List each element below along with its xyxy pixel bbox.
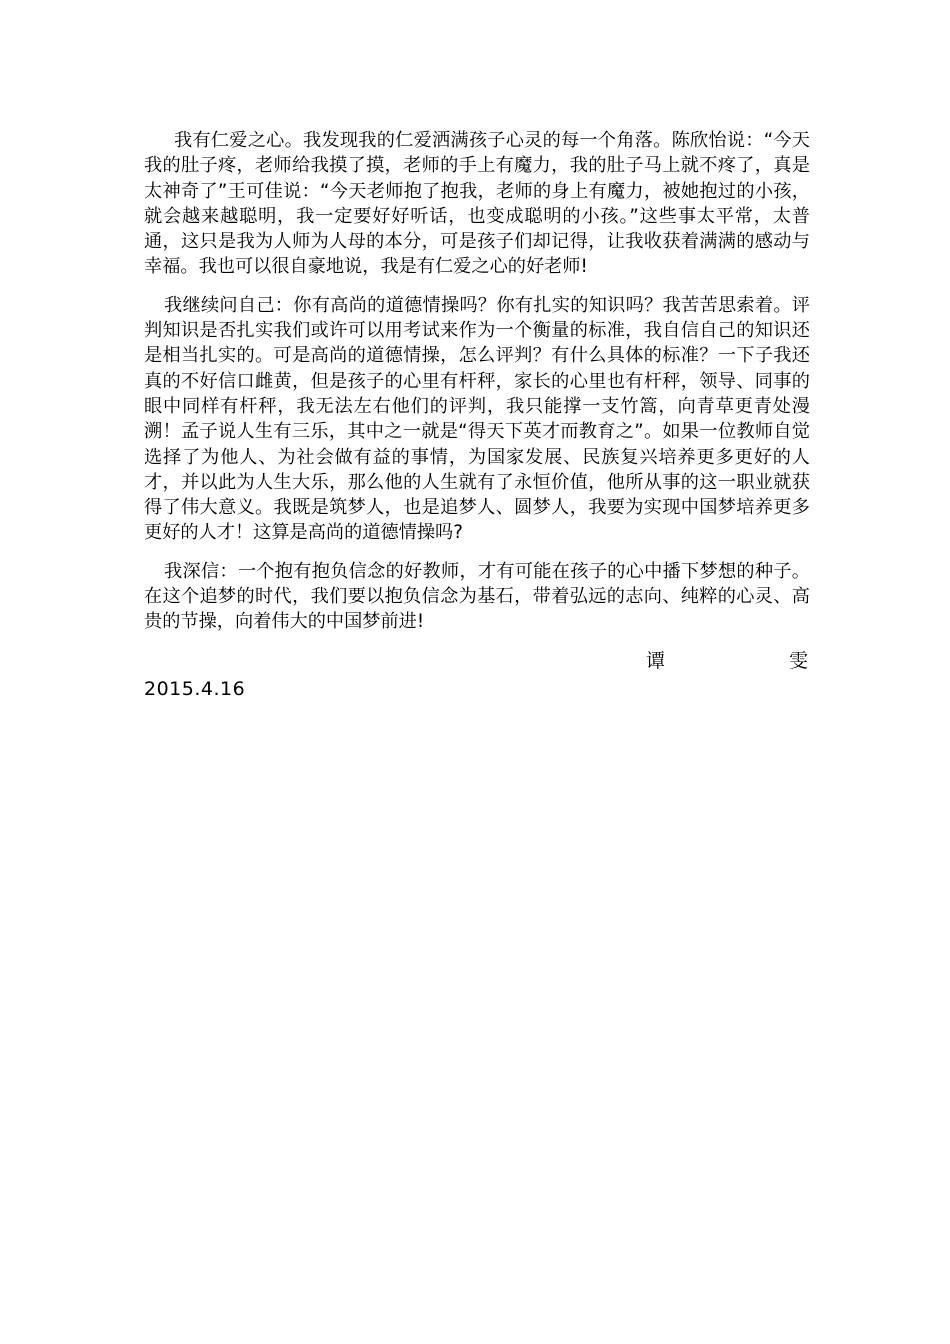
paragraph-1: 我有仁爱之心。我发现我的仁爱洒满孩子心灵的每一个角落。陈欣怡说：“今天我的肚子疼，老师给我摸了摸，老师的手上有魔力，我的肚子马上就不疼了，真是太神奇了”王可佳说：“今天老师抱了抱我，老师的身上有魔力，被她抱过的小孩，就会越来越聪明，我一定要好好听话，也变成聪明的小孩。”这些事太平常，太普通，这只是我为人师为人母的本分，可是孩子们却记得，让我收获着满满的感动与幸福。我也可以很自豪地说，我是有仁爱之心的好老师! xyxy=(144,130,810,278)
signature-given-name: 雯 xyxy=(788,649,808,672)
signature-surname: 谭 xyxy=(646,649,666,672)
document-body xyxy=(144,128,810,702)
signature xyxy=(144,648,810,674)
document-date: 2015.4.16 xyxy=(144,677,246,700)
paragraph-2: 我继续问自己：你有高尚的道德情操吗？你有扎实的知识吗？我苦苦思索着。评判知识是否扎实我们或许可以用考试来作为一个衡量的标准，我自信自己的知识还是相当扎实的。可是高尚的道德情操，怎么评判？有什么具体的标准？一下子我还真的不好信口雌黄，但是孩子的心里有杆秤，家长的心里也有杆秤，领导、同事的眼中同样有杆秤，我无法左右他们的评判，我只能撑一支竹篙，向青草更青处漫溯！孟子说人生有三乐，其中之一就是“得天下英才而教育之”。如果一位教师自觉选择了为他人、为社会做有益的事情，为国家发展、民族复兴培养更多更好的人才，并以此为人生大乐，那么他的人生就有了永恒价值，他所从事的这一职业就获得了伟大意义。我既是筑梦人，也是追梦人、圆梦人，我要为实现中国梦培养更多更好的人才！这算是高尚的道德情操吗? xyxy=(144,294,810,544)
paragraph-3: 我深信：一个抱有抱负信念的好教师，才有可能在孩子的心中播下梦想的种子。在这个追梦的时代，我们要以抱负信念为基石，带着弘远的志向、纯粹的心灵、高贵的节操，向着伟大的中国梦前进! xyxy=(144,560,810,633)
